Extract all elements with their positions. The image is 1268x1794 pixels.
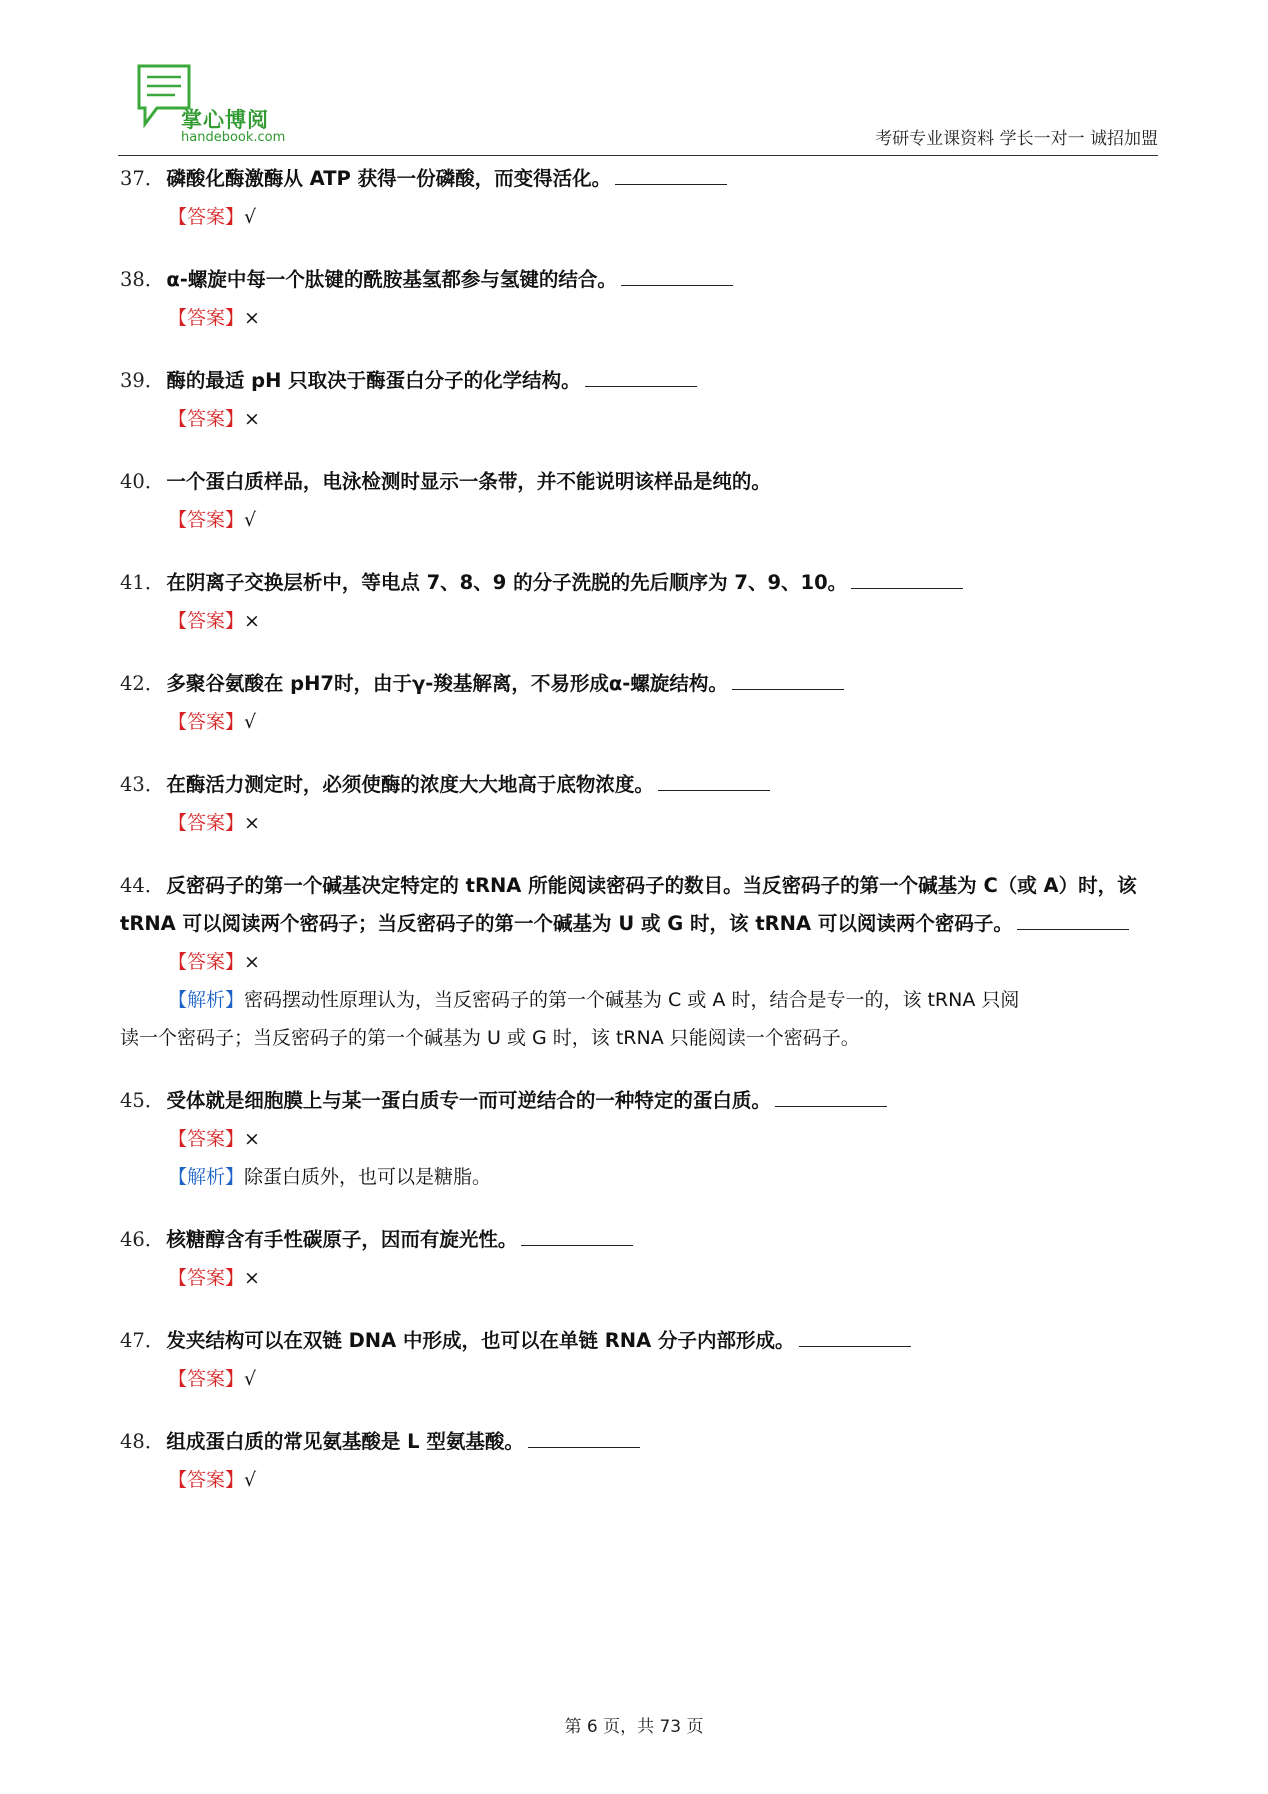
answer-line — [120, 1259, 1160, 1297]
question-text — [120, 1423, 1160, 1461]
question-number: 45． — [120, 1089, 165, 1112]
answer-value: × — [244, 951, 260, 973]
question-item — [120, 665, 1160, 741]
answer-label: 【答案】 — [168, 1267, 245, 1289]
answer-line — [120, 501, 1160, 539]
question-body: 受体就是细胞膜上与某一蛋白质专一而可逆结合的一种特定的蛋白质。 — [166, 1089, 771, 1112]
answer-value: × — [244, 1128, 260, 1150]
question-number: 38． — [120, 268, 165, 291]
answer-value: √ — [244, 711, 257, 733]
question-text — [120, 261, 1160, 299]
answer-line — [120, 198, 1160, 236]
answer-label: 【答案】 — [168, 951, 245, 973]
question-number: 48． — [120, 1430, 165, 1453]
explanation-label: 【解析】 — [168, 989, 245, 1011]
question-number: 46． — [120, 1228, 165, 1251]
question-body: 磷酸化酶激酶从 ATP 获得一份磷酸，而变得活化。 — [166, 167, 612, 190]
question-item — [120, 463, 1160, 539]
answer-label: 【答案】 — [168, 206, 245, 228]
explanation-text: 密码摆动性原理认为，当反密码子的第一个碱基为 C 或 A 时，结合是专一的，该 tRNA 只阅 — [244, 989, 1020, 1011]
question-text — [120, 362, 1160, 400]
explanation-text: 读一个密码子；当反密码子的第一个碱基为 U 或 G 时，该 tRNA 只能阅读一个密码子。 — [120, 1027, 860, 1049]
question-item — [120, 1221, 1160, 1297]
question-number: 37． — [120, 167, 165, 190]
question-item — [120, 1423, 1160, 1499]
question-body: 发夹结构可以在双链 DNA 中形成，也可以在单链 RNA 分子内部形成。 — [166, 1329, 795, 1352]
page-footer: 第 6 页，共 73 页 — [564, 1717, 704, 1737]
logo-url: handebook.com — [181, 130, 286, 145]
question-text — [120, 463, 1160, 501]
answer-label: 【答案】 — [168, 307, 245, 329]
question-number: 43． — [120, 773, 165, 796]
answer-line — [120, 1461, 1160, 1499]
explanation-label: 【解析】 — [168, 1166, 245, 1188]
explanation-line — [120, 981, 1160, 1019]
question-text — [120, 766, 1160, 804]
question-text — [120, 867, 1160, 943]
answer-line — [120, 703, 1160, 741]
question-item — [120, 362, 1160, 438]
question-body: 组成蛋白质的常见氨基酸是 L 型氨基酸。 — [166, 1430, 524, 1453]
answer-value: × — [244, 1267, 260, 1289]
question-number: 41． — [120, 571, 165, 594]
question-body: 核糖醇含有手性碳原子，因而有旋光性。 — [166, 1228, 518, 1251]
answer-blank — [621, 267, 733, 286]
question-text — [120, 665, 1160, 703]
answer-blank — [528, 1429, 640, 1448]
question-text — [120, 160, 1160, 198]
answer-value: √ — [244, 509, 257, 531]
answer-blank — [658, 772, 770, 791]
header-divider — [118, 155, 1158, 156]
question-text — [120, 564, 1160, 602]
answer-label: 【答案】 — [168, 509, 245, 531]
header-tagline: 考研专业课资料 学长一对一 诚招加盟 — [875, 129, 1158, 149]
answer-line — [120, 943, 1160, 981]
question-item — [120, 564, 1160, 640]
answer-blank — [521, 1227, 633, 1246]
answer-value: × — [244, 307, 260, 329]
logo-text: 掌心博阅 — [181, 108, 269, 132]
logo — [135, 62, 285, 148]
answer-value: √ — [244, 206, 257, 228]
answer-line — [120, 1120, 1160, 1158]
answer-line — [120, 400, 1160, 438]
answer-line — [120, 1360, 1160, 1398]
answer-blank — [732, 671, 844, 690]
question-item — [120, 261, 1160, 337]
question-body: 多聚谷氨酸在 pH7时，由于γ-羧基解离，不易形成α-螺旋结构。 — [166, 672, 728, 695]
answer-label: 【答案】 — [168, 408, 245, 430]
question-list — [120, 160, 1160, 1524]
answer-blank — [775, 1088, 887, 1107]
answer-line — [120, 299, 1160, 337]
answer-label: 【答案】 — [168, 610, 245, 632]
question-item — [120, 766, 1160, 842]
question-number: 40． — [120, 470, 165, 493]
answer-value: × — [244, 610, 260, 632]
question-item — [120, 1082, 1160, 1196]
answer-line — [120, 602, 1160, 640]
answer-line — [120, 804, 1160, 842]
answer-blank — [615, 166, 727, 185]
answer-blank — [1017, 911, 1129, 930]
explanation-text: 除蛋白质外，也可以是糖脂。 — [244, 1166, 492, 1188]
answer-value: √ — [244, 1368, 257, 1390]
question-number: 47． — [120, 1329, 165, 1352]
answer-label: 【答案】 — [168, 711, 245, 733]
question-body: α-螺旋中每一个肽键的酰胺基氢都参与氢键的结合。 — [166, 268, 617, 291]
answer-blank — [851, 570, 963, 589]
question-item — [120, 1322, 1160, 1398]
answer-blank — [799, 1328, 911, 1347]
page-header — [118, 58, 1158, 158]
question-text — [120, 1221, 1160, 1259]
answer-value: × — [244, 812, 260, 834]
question-body: 酶的最适 pH 只取决于酶蛋白分子的化学结构。 — [166, 369, 581, 392]
question-text — [120, 1322, 1160, 1360]
question-body: 在阴离子交换层析中，等电点 7、8、9 的分子洗脱的先后顺序为 7、9、10。 — [166, 571, 848, 594]
question-body: 一个蛋白质样品，电泳检测时显示一条带，并不能说明该样品是纯的。 — [166, 470, 771, 493]
question-body: 在酶活力测定时，必须使酶的浓度大大地高于底物浓度。 — [166, 773, 654, 796]
question-text — [120, 1082, 1160, 1120]
answer-label: 【答案】 — [168, 1469, 245, 1491]
answer-blank — [585, 368, 697, 387]
explanation-line — [120, 1019, 1160, 1057]
question-number: 42． — [120, 672, 165, 695]
question-item — [120, 160, 1160, 236]
answer-label: 【答案】 — [168, 812, 245, 834]
answer-value: × — [244, 408, 260, 430]
question-number: 39． — [120, 369, 165, 392]
question-body: 反密码子的第一个碱基决定特定的 tRNA 所能阅读密码子的数目。当反密码子的第一个碱基为 C（或 A）时，该 tRNA 可以阅读两个密码子；当反密码子的第一个碱基为 U 或 G 时，该 tRNA 可以阅读两个密码子。 — [120, 874, 1137, 935]
question-item — [120, 867, 1160, 1057]
explanation-line — [120, 1158, 1160, 1196]
answer-label: 【答案】 — [168, 1128, 245, 1150]
answer-label: 【答案】 — [168, 1368, 245, 1390]
answer-value: √ — [244, 1469, 257, 1491]
question-number: 44． — [120, 874, 165, 897]
